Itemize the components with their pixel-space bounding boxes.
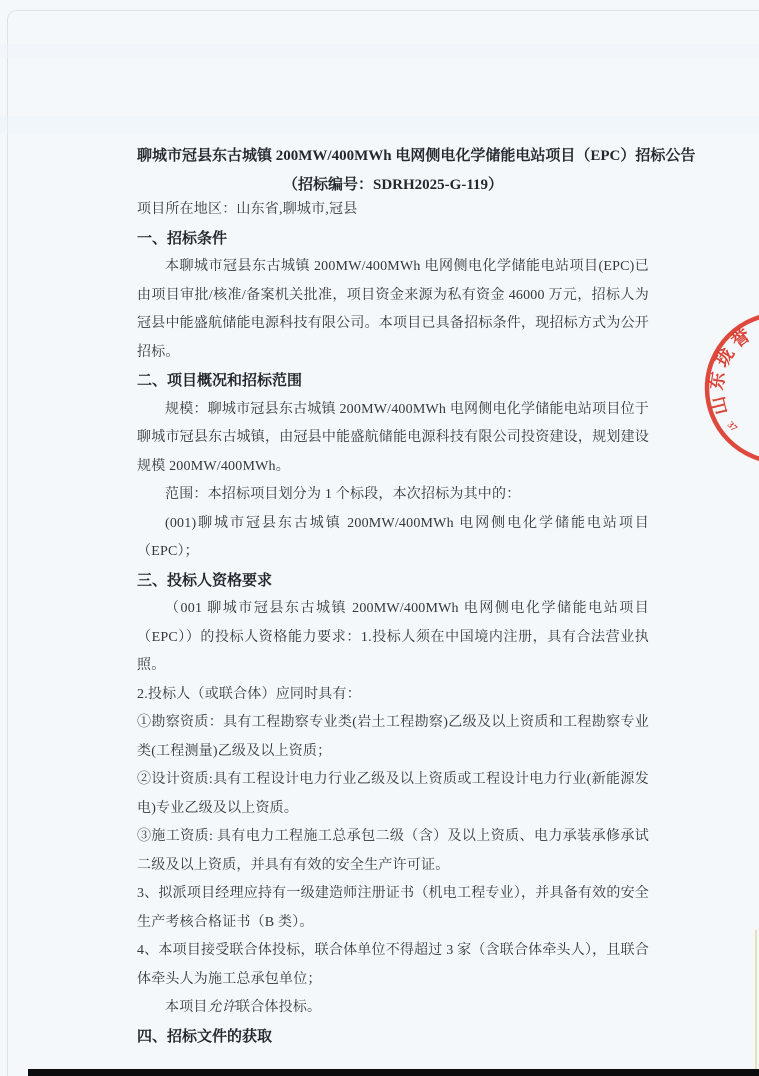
note-italic-allow: 允许 (207, 1000, 237, 1015)
paragraph-requirement-2: 2.投标人（或联合体）应同时具有： (137, 686, 361, 702)
scan-bottom-edge (28, 1069, 759, 1076)
note-pre: 本项目 (165, 1000, 208, 1015)
section-heading-3: 三、投标人资格要求 (137, 572, 273, 589)
section-heading-1: 一、招标条件 (137, 230, 228, 247)
scan-right-edge-line (755, 930, 757, 1069)
paragraph: 本聊城市冠县东古城镇 200MW/400MWh 电网侧电化学储能电站项目(EPC)已由项目审批/核准/备案机关批准，项目资金来源为私有资金 46000 万元，招标人为冠县中能盛航储能电源科技有限公司。本项目已具备招标条件，现招标方式为公开招标。 (137, 259, 649, 360)
project-location-line: 项目所在地区：山东省,聊城市,冠县 (137, 202, 358, 217)
paragraph-design-qualification: ②设计资质:具有工程设计电力行业乙级及以上资质或工程设计电力行业(新能源发电)专业乙级及以上资质。 (137, 772, 649, 816)
paragraph-project-manager: 3、拟派项目经理应持有一级建造师注册证书（机电工程专业），并具备有效的安全生产考核合格证书（B 类）。 (137, 886, 649, 930)
section-heading-4: 四、招标文件的获取 (137, 1028, 273, 1045)
paragraph-consortium-note (137, 994, 649, 1023)
document-title: 聊城市冠县东古城镇 200MW/400MWh 电网侧电化学储能电站项目（EPC）招标公告 (137, 148, 696, 164)
paragraph-lot-001: (001)聊城市冠县东古城镇 200MW/400MWh 电网侧电化学储能电站项目（EPC）； (137, 515, 649, 559)
paragraph-scope: 范围：本招标项目划分为 1 个标段，本次招标为其中的： (165, 487, 521, 502)
bid-number-line: （招标编号：SDRH2025-G-119） (282, 177, 503, 193)
paragraph-survey-qualification: ①勘察资质：具有工程勘察专业类(岩土工程勘察)乙级及以上资质和工程勘察专业类(工程测量)乙级及以上资质； (137, 715, 649, 759)
seal-number: 37 (724, 420, 739, 434)
note-post: 联合体投标。 (236, 1000, 322, 1015)
section-heading-2: 二、项目概况和招标范围 (137, 373, 303, 389)
seal-arc-text: 山东珑誉 (706, 322, 758, 417)
paragraph-qualification-intro: （001 聊城市冠县东古城镇 200MW/400MWh 电网侧电化学储能电站项目（EPC））的投标人资格能力要求：1.投标人须在中国境内注册，具有合法营业执照。 (137, 601, 649, 673)
seal-border-circle (707, 314, 759, 462)
paragraph-scale: 规模：聊城市冠县东古城镇 200MW/400MWh 电网侧电化学储能电站项目位于聊城市冠县东古城镇，由冠县中能盛航储能电源科技有限公司投资建设，规划建设规模 200MW/400MWh。 (137, 401, 649, 474)
paragraph-construction-qualification: ③施工资质: 具有电力工程施工总承包二级（含）及以上资质、电力承装承修承试二级及以上资质，并具有有效的安全生产许可证。 (137, 829, 649, 873)
paragraph-consortium-rule: 4、本项目接受联合体投标，联合体单位不得超过 3 家（含联合体牵头人），且联合体牵头人为施工总承包单位； (137, 943, 649, 987)
company-seal (699, 306, 759, 470)
document-body (137, 0, 696, 1051)
